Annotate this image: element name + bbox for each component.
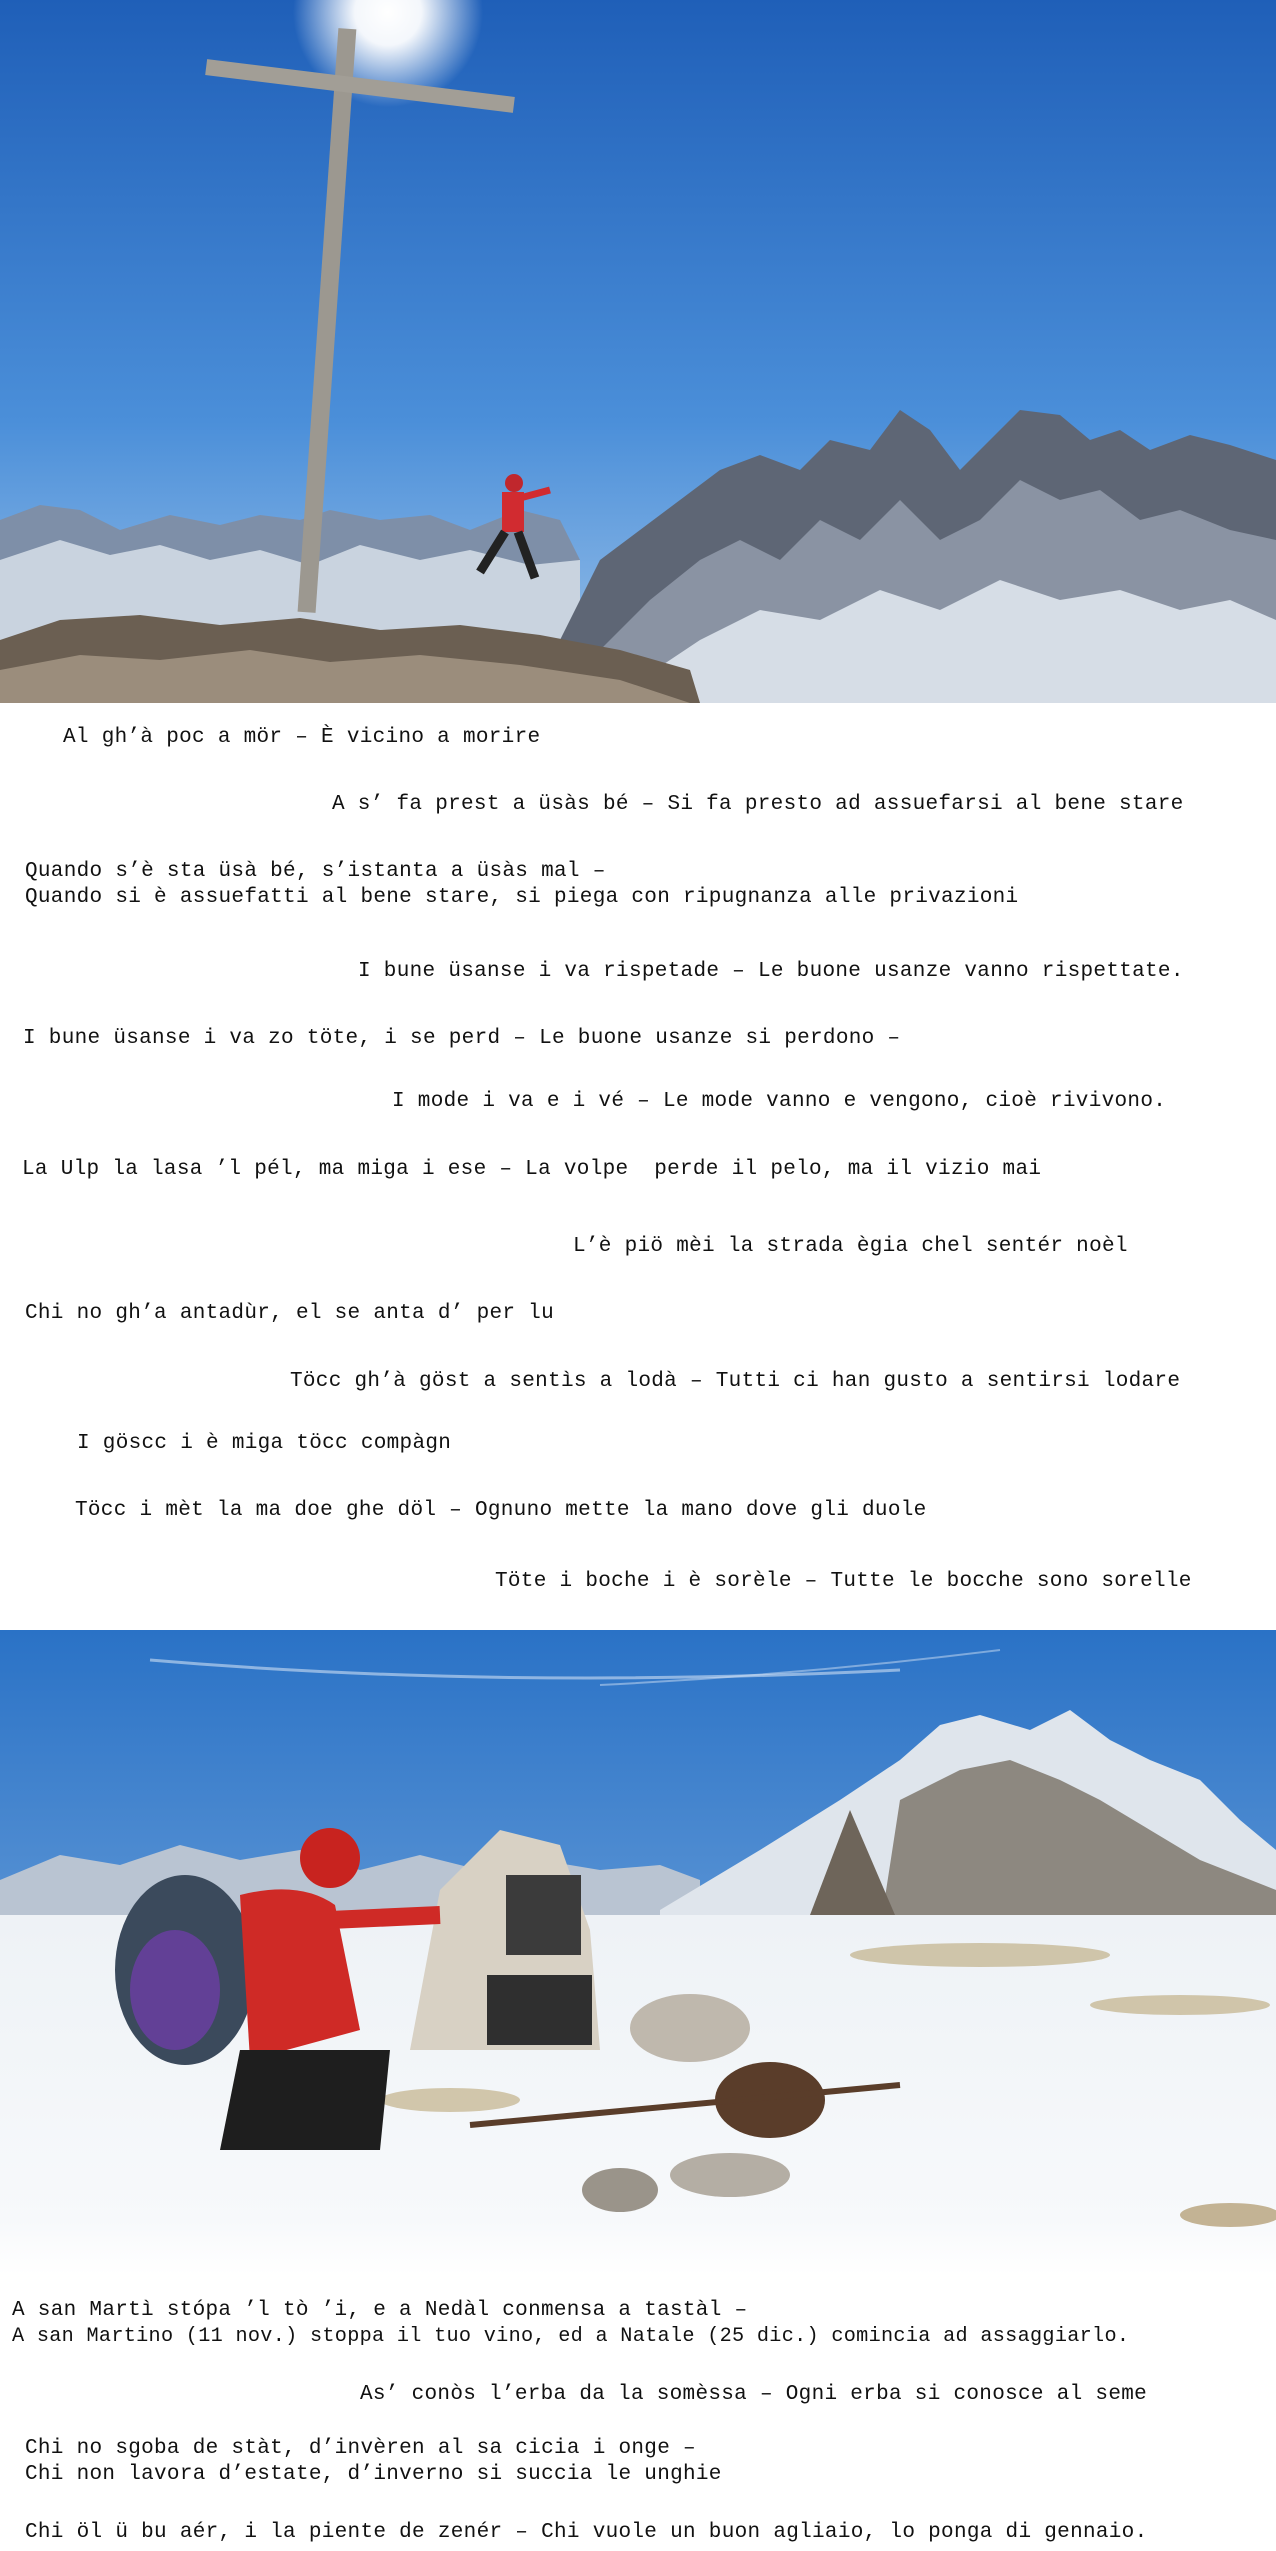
proverb-line: Töte i boche i è sorèle – Tutte le bocche sono sorelle [495,1570,1192,1593]
proverb-line: Quando si è assuefatti al bene stare, si piega con ripugnanza alle privazioni [25,886,1019,909]
proverb-line: Töcc gh’à göst a sentìs a lodà – Tutti ci han gusto a sentirsi lodare [290,1370,1181,1393]
proverb-line: A san Martì stópa ’l tò ’i, e a Nedàl conmensa a tastàl – [12,2299,748,2322]
proverb-line: I bune üsanse i va rispetade – Le buone usanze vanno rispettate. [358,960,1184,983]
proverb-line: Chi öl ü bu aér, i la piente de zenér – Chi vuole un buon agliaio, lo ponga di gennaio. [25,2521,1148,2544]
proverb-line: Quando s’è sta üsà bé, s’istanta a üsàs mal – [25,860,606,883]
proverb-line: La Ulp la lasa ’l pél, ma miga i ese – La volpe perde il pelo, ma il vizio mai [22,1158,1042,1181]
proverb-line: Töcc i mèt la ma doe ghe döl – Ognuno mette la mano dove gli duole [75,1499,927,1522]
proverb-line: L’è piö mèi la strada ègia chel sentér noèl [573,1235,1128,1258]
proverb-line: I mode i va e i vé – Le mode vanno e vengono, cioè rivivono. [392,1090,1167,1113]
proverb-line: Chi no sgoba de stàt, d’invèren al sa cicia i onge – [25,2437,696,2460]
summit-cross-mountains-photo [0,0,1276,703]
proverb-line: A s’ fa prest a üsàs bé – Si fa presto ad assuefarsi al bene stare [332,793,1184,816]
proverb-line: Chi non lavora d’estate, d’inverno si succia le unghie [25,2463,722,2486]
proverb-line: I bune üsanse i va zo töte, i se perd – Le buone usanze si perdono – [23,1027,901,1050]
proverb-line: Chi no gh’a antadùr, el se anta d’ per lu [25,1302,554,1325]
proverb-line: As’ conòs l’erba da la somèssa – Ogni erba si conosce al seme [360,2383,1148,2406]
proverb-line: I göscc i è miga töcc compàgn [77,1432,452,1455]
proverb-line: Al gh’à poc a mör – È vicino a morire [63,726,541,749]
proverb-line: A san Martino (11 nov.) stoppa il tuo vino, ed a Natale (25 dic.) comincia ad assaggiarlo. [12,2325,1130,2348]
snowy-memorial-stone-photo [0,1630,1276,2275]
